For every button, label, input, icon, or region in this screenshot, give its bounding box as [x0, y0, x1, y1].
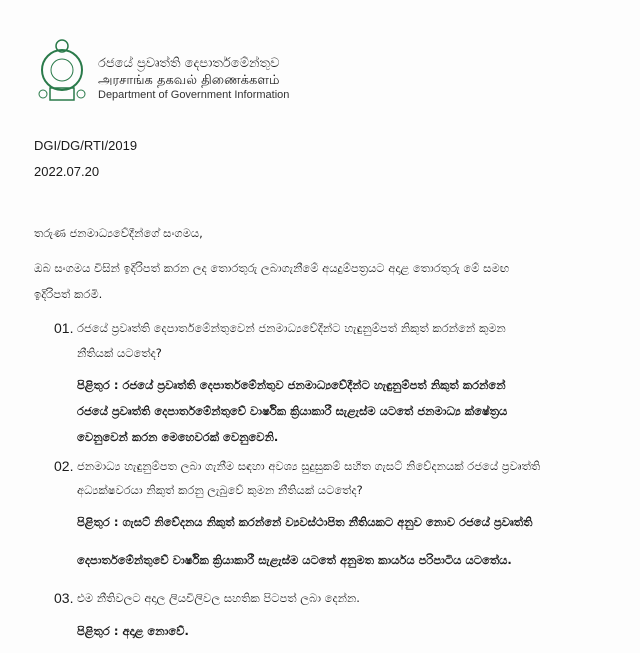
- letterhead-sinhala: රජයේ ප්‍රවෘත්ති දෙපාර්තමේන්තුව: [98, 56, 280, 71]
- salutation: තරුණ ජනමාධ්‍යවේදීන්ගේ සංගමය,: [34, 226, 203, 240]
- intro-line: ඔබ සංගමය විසින් ඉදිරිපත් කරන ලද තොරතුරු ලබාගැනීමේ අයදුම්පත්‍රයට අදාළ තොරතුරු මේ සමඟ: [34, 261, 510, 275]
- answer-line: පිළිතුර : අදාළ නොවේ.: [77, 624, 189, 638]
- answer-line: දෙපාර්තමේන්තුවේ වාර්ෂික ක්‍රියාකාරී සැළැස්ම යටතේ අනුමත කාර්යය පරිපාටිය යටතේය.: [77, 553, 512, 567]
- answer-line: පිළිතුර : ගැසට් නිවේදනය නිකුත් කරන්නේ ව්‍යවස්ථාපිත නීතියකට අනුව නොව රජයේ ප්‍රවෘත්ති: [77, 515, 533, 529]
- intro-line: ඉදිරිපත් කරමි.: [34, 287, 103, 301]
- item-number: 03.: [54, 590, 74, 606]
- answer-line: වෙනුවෙන් කරන මෙහෙවරක් වෙනුවෙනි.: [77, 430, 279, 444]
- question-line: නීතියක් යටතේද?: [77, 346, 162, 360]
- answer-line: පිළිතුර : රජයේ ප්‍රවෘත්ති දෙපාර්තමේන්තුව ජනමාධ්‍යවේදීන්ට හැඳුනුම්පත් නිකුත් කරන්නේ: [77, 378, 506, 392]
- question-line: එම නීතිවලට අදාල ලියවිලිවල සහතික පිටපත් ලබා දෙන්න.: [77, 591, 360, 605]
- question-line: රජයේ ප්‍රවෘත්ති දෙපාර්තමේන්තුවෙන් ජනමාධ්‍යවේදීන්ට හැඳුනුම්පත් නිකුත් කරන්නේ කුමන: [77, 321, 506, 335]
- letterhead-tamil: அரசாங்க தகவல் திணைக்களம்: [98, 73, 280, 88]
- item-number: 01.: [54, 320, 74, 336]
- reference-number: DGI/DG/RTI/2019: [34, 138, 138, 153]
- letterhead-english: Department of Government Information: [98, 89, 290, 101]
- item-number: 02.: [54, 458, 74, 474]
- question-line: අධ්‍යක්ෂවරයා නිකුත් කරනු ලැබුවේ කුමන නීතියක් යටතේද?: [77, 483, 363, 497]
- question-line: ජනමාධ්‍ය හැඳුනුම්පත ලබා ගැනීම සඳහා අවශ්‍ය සුදුසුකම් සහිත ගැසට් නිවේදනයක් රජයේ ප්‍රවෘත්ති: [77, 459, 541, 473]
- sri-lanka-emblem-logo: [36, 32, 88, 102]
- letter-date: 2022.07.20: [34, 164, 100, 179]
- answer-line: රජයේ ප්‍රවෘත්ති දෙපාර්තමේන්තුවේ වාර්ෂික ක්‍රියාකාරී සැළැස්ම යටතේ ජනමාධ්‍ය ක්ෂේත්‍රය: [77, 404, 508, 418]
